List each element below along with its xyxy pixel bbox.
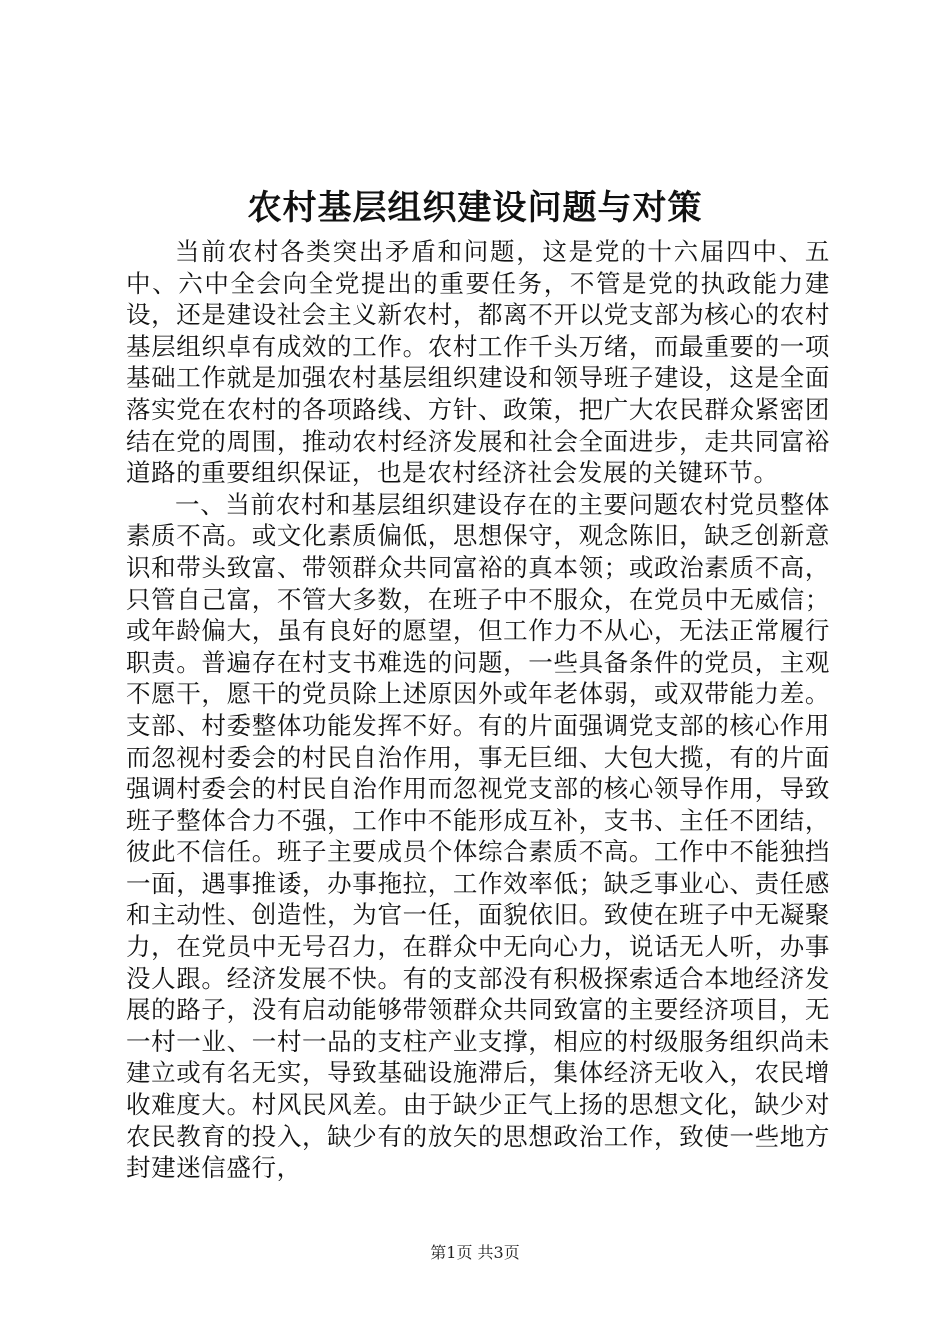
page-number: 第1页 共3页 [430,1243,520,1262]
paragraph-problems: 一、当前农村和基层组织建设存在的主要问题农村党员整体素质不高。或文化素质偏低，思想保守，观念陈旧，缺乏创新意识和带头致富、带领群众共同富裕的真本领；或政治素质不高，只管自己富，不管大多数，在班子中不服众，在党员中无威信；或年龄偏大，虽有良好的愿望，但工作力不从心，无法正常履行职责。普遍存在村支书难选的问题，一些具备条件的党员，主观不愿干，愿干的党员除上述原因外或年老体弱，或双带能力差。支部、村委整体功能发挥不好。有的片面强调党支部的核心作用而忽视村委会的村民自治作用，事无巨细、大包大揽，有的片面强调村委会的村民自治作用而忽视党支部的核心领导作用，导致班子整体合力不强，工作中不能形成互补，支书、主任不团结，彼此不信任。班子主要成员个体综合素质不高。工作中不能独挡一面，遇事推诿，办事拖拉，工作效率低；缺乏事业心、责任感和主动性、创造性，为官一任，面貌依旧。致使在班子中无凝聚力，在党员中无号召力，在群众中无向心力，说话无人听，办事没人跟。经济发展不快。有的支部没有积极探索适合本地经济发展的路子，没有启动能够带领群众共同致富的主要经济项目，无一村一业、一村一品的支柱产业支撑，相应的村级服务组织尚未建立或有名无实，导致基础设施滞后，集体经济无收入，农民增收难度大。村风民风差。由于缺少正气上扬的思想文化，缺少对农民教育的投入，缺少有的放矢的思想政治工作，致使一些地方封建迷信盛行， [126,489,830,1183]
document-body [126,236,830,1184]
paragraph-intro: 当前农村各类突出矛盾和问题，这是党的十六届四中、五中、六中全会向全党提出的重要任务，不管是党的执政能力建设，还是建设社会主义新农村，都离不开以党支部为核心的农村基层组织卓有成效的工作。农村工作千头万绪，而最重要的一项基础工作就是加强农村基层组织建设和领导班子建设，这是全面落实党在农村的各项路线、方针、政策，把广大农民群众紧密团结在党的周围，推动农村经济发展和社会全面进步，走共同富裕道路的重要组织保证，也是农村经济社会发展的关键环节。 [126,237,830,488]
document-title: 农村基层组织建设问题与对策 [247,188,703,228]
